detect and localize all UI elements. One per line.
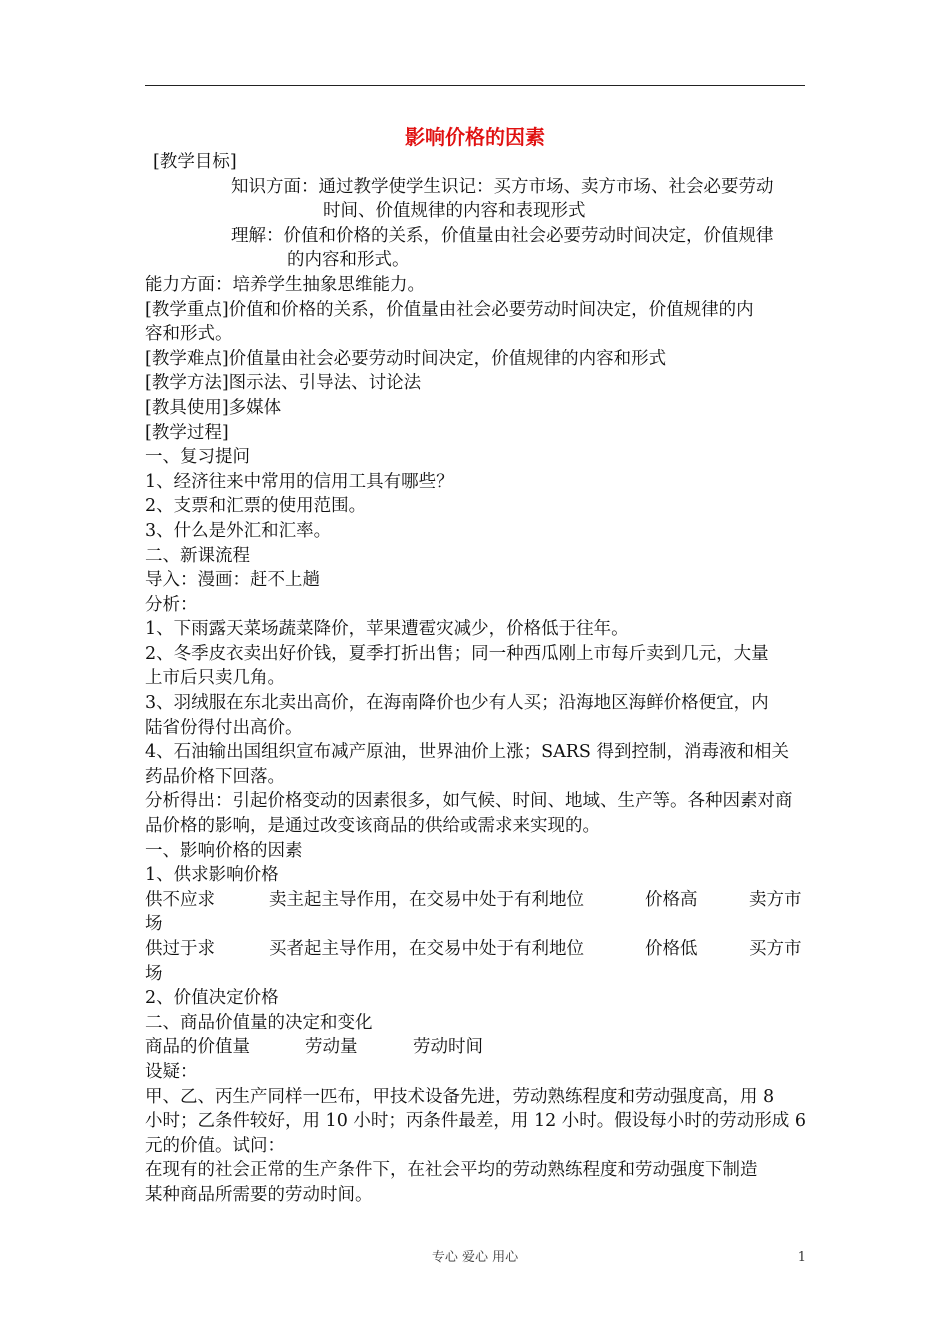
example-line-1: 甲、乙、丙生产同样一匹布，甲技术设备先进，劳动熟练程度和劳动强度高，用 8 (145, 1086, 775, 1107)
analysis-item-4-line-2: 药品价格下回落。 (145, 766, 285, 787)
supply-row (145, 888, 807, 913)
value-row (145, 1035, 807, 1060)
supply-market: 卖方市 (749, 889, 802, 910)
supply-condition: 供不应求 (145, 889, 215, 910)
supply-market: 买方市 (749, 939, 802, 959)
definition-line-2: 某种商品所需要的劳动时间。 (145, 1184, 373, 1205)
analysis-item-4-line-1: 4、石油输出国组织宣布减产原油，世界油价上涨；SARS 得到控制，消毒液和相关 (145, 742, 789, 763)
supply-row (145, 937, 807, 962)
analysis-item-3-line-1: 3、羽绒服在东北卖出高价，在海南降价也少有人买；沿海地区海鲜价格便宜，内 (145, 693, 769, 714)
section-1-heading: 一、影响价格的因素 (145, 840, 303, 861)
knowledge-line-2: 时间、价值规律的内容和表现形式 (323, 201, 586, 222)
understand-paragraph (145, 224, 807, 273)
knowledge-paragraph (145, 175, 807, 224)
supply-market-tail: 场 (145, 963, 163, 984)
conclusion-line-2: 品价格的影响，是通过改变该商品的供给或需求来实现的。 (145, 816, 600, 837)
intro-line: 导入：漫画：赶不上趟 (145, 570, 320, 591)
document-title: 影响价格的因素 (405, 125, 545, 149)
doubt-heading: 设疑： (145, 1061, 198, 1082)
method-line: [教学方法]图示法、引导法、讨论法 (145, 373, 422, 394)
analysis-item-2-line-1: 2、冬季皮衣卖出好价钱，夏季打折出售；同一种西瓜刚上市每斤卖到几元，大量 (145, 643, 769, 664)
analysis-item-1: 1、下雨露天菜场蔬菜降价，苹果遭雹灾减少，价格低于往年。 (145, 619, 629, 640)
page-number: 1 (797, 1250, 806, 1265)
supply-role: 卖主起主导作用，在交易中处于有利地位 (269, 889, 584, 910)
objectives-heading: [教学目标] (153, 152, 237, 172)
tools-line: [教具使用]多媒体 (145, 397, 282, 418)
page-footer: 专心 爱心 用心 (431, 1250, 519, 1265)
difficulty-line: [教学难点]价值量由社会必要劳动时间决定，价值规律的内容和形式 (145, 348, 667, 369)
knowledge-line-1: 知识方面：通过教学使学生识记：买方市场、卖方市场、社会必要劳动 (231, 176, 774, 197)
value-term-2: 劳动量 (305, 1037, 358, 1058)
understand-line-1: 理解：价值和价格的关系，价值量由社会必要劳动时间决定，价值规律 (231, 225, 774, 246)
review-question-3: 3、什么是外汇和汇率。 (145, 520, 332, 541)
analysis-item-2-line-2: 上市后只卖几角。 (145, 668, 285, 689)
conclusion-line-1: 分析得出：引起价格变动的因素很多，如气候、时间、地域、生产等。各种因素对商 (145, 791, 793, 812)
example-line-2: 小时；乙条件较好，用 10 小时；丙条件最差，用 12 小时。假设每小时的劳动形成 6 (145, 1111, 806, 1132)
supply-price: 价格高 (645, 889, 698, 910)
header-rule (145, 85, 805, 86)
review-question-2: 2、支票和汇票的使用范围。 (145, 496, 367, 517)
analysis-heading: 分析： (145, 594, 198, 615)
new-lesson-heading: 二、新课流程 (145, 545, 250, 566)
supply-market-tail: 场 (145, 914, 163, 935)
example-line-3: 元的价值。试问： (145, 1135, 285, 1156)
process-heading: [教学过程] (145, 422, 229, 443)
supply-condition: 供过于求 (145, 939, 215, 959)
subsection-2-heading: 2、价值决定价格 (145, 988, 279, 1009)
document-body (145, 150, 807, 1208)
ability-line: 能力方面：培养学生抽象思维能力。 (145, 274, 425, 295)
value-term-1: 商品的价值量 (145, 1037, 250, 1058)
focus-line-2: 容和形式。 (145, 324, 233, 345)
supply-role: 买者起主导作用，在交易中处于有利地位 (269, 939, 584, 959)
subsection-1-heading: 1、供求影响价格 (145, 865, 279, 886)
review-question-1: 1、经济往来中常用的信用工具有哪些？ (145, 471, 454, 492)
supply-price: 价格低 (645, 939, 698, 959)
focus-line-1: [教学重点]价值和价格的关系，价值量由社会必要劳动时间决定，价值规律的内 (145, 299, 754, 320)
understand-line-2: 的内容和形式。 (287, 250, 410, 271)
value-term-3: 劳动时间 (413, 1037, 483, 1058)
analysis-item-3-line-2: 陆省份得付出高价。 (145, 717, 303, 738)
section-2-heading: 二、商品价值量的决定和变化 (145, 1012, 373, 1033)
review-heading: 一、复习提问 (145, 447, 250, 468)
definition-line-1: 在现有的社会正常的生产条件下，在社会平均的劳动熟练程度和劳动强度下制造 (145, 1160, 758, 1181)
